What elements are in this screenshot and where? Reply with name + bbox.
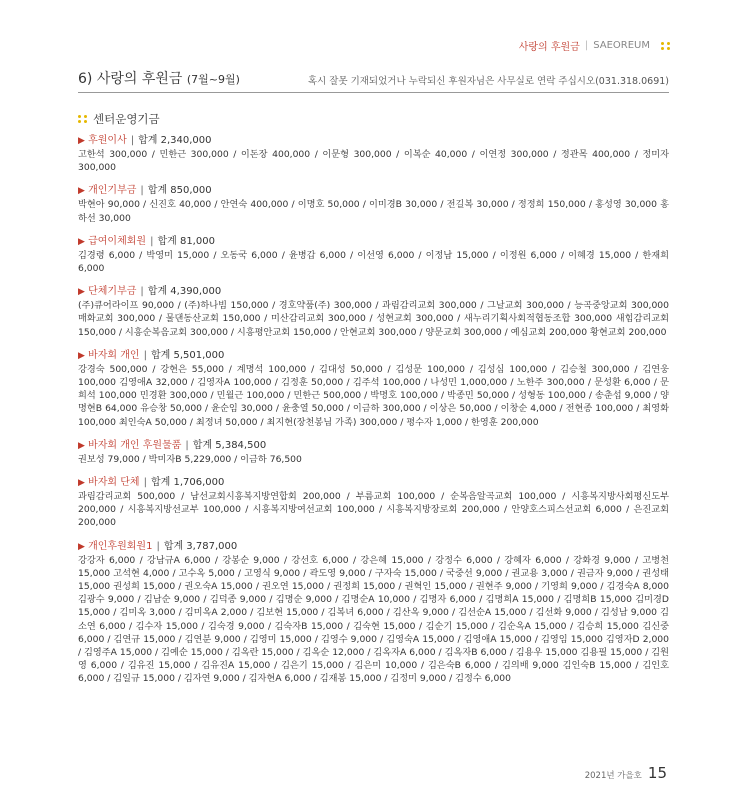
- group-total: 합계 4,390,000: [147, 286, 222, 298]
- arrow-right-icon: ▶: [78, 136, 85, 146]
- section-period: (7월~9월): [186, 73, 240, 86]
- issue-label: 2021년 가을호: [584, 771, 642, 781]
- donor-group: [78, 134, 669, 174]
- subheading-dots-icon: [78, 115, 88, 123]
- group-separator: |: [185, 439, 189, 451]
- donor-group: [78, 184, 669, 224]
- group-total: 합계 1,706,000: [150, 477, 225, 489]
- group-total: 합계 5,384,500: [192, 439, 267, 451]
- decor-dots-icon: [661, 42, 671, 50]
- header-site: SAEOREUM: [593, 40, 650, 51]
- donor-group: [78, 285, 669, 339]
- page-number: 15: [647, 764, 667, 782]
- group-separator: |: [143, 477, 147, 489]
- donor-group: [78, 439, 669, 466]
- arrow-right-icon: ▶: [78, 236, 85, 247]
- header-brand: 사랑의 후원금: [518, 42, 580, 53]
- group-total: 합계 5,501,000: [150, 349, 225, 361]
- group-total: 합계 850,000: [147, 185, 212, 197]
- group-donors: (주)큐어라이프 90,000 / (주)하나빔 150,000 / 경호약품(주) 300,000 / 과림감리교회 300,000 / 그날교회 300,000 / 능곡중앙교회 300,000 매화교회 300,000 / 물댄동산교회 150,000 / 미산감리교회 300,000 / 성현교회 300,000 / 새누리기획사회적협동조합 300,000 새힘감리교회 150,000 / 시흥순복음교회 300,000 / 시흥평안교회 150,000 / 안현교회 300,000 / 양문교회 300,000 / 예심교회 200,000 황현교회 200,000: [78, 300, 669, 338]
- arrow-right-icon: ▶: [78, 350, 85, 361]
- group-name: 바자회 개인 후원물품: [88, 439, 182, 451]
- arrow-right-icon: ▶: [78, 478, 85, 489]
- header-separator: |: [584, 40, 589, 51]
- group-name: 바자회 단체: [88, 477, 140, 489]
- donor-group: [78, 540, 669, 686]
- group-total: 합계 2,340,000: [138, 135, 212, 146]
- group-name: 단체기부금: [88, 286, 137, 298]
- section-title-text: 6) 사랑의 후원금: [78, 71, 183, 87]
- section-title: [78, 68, 240, 88]
- arrow-right-icon: ▶: [78, 287, 85, 298]
- group-separator: |: [140, 185, 144, 197]
- group-donors: 권보성 79,000 / 박미자B 5,229,000 / 이금하 76,500: [78, 453, 302, 465]
- group-donors: 강경숙 500,000 / 강현은 55,000 / 계명석 100,000 / 김대성 50,000 / 김성문 100,000 / 김성심 100,000 / 김승철 300,000 / 김연웅 100,000 김영애A 32,000 / 김영자A 100,000 / 김정훈 50,000 / 김주석 100,000 / 나성민 1,000,000 / 노한주 300,000 / 문성환 6,000 / 문희석 100,000 민경환 300,000 / 민월근 100,000 / 민한근 500,000 / 박명호 100,000 / 박종민 50,000 / 성형동 100,000 / 송춘섭 9,000 / 양명현B 64,000 유승창 50,000 / 윤순임 30,000 / 윤충열 50,000 / 이금하 300,000 / 이상은 50,000 / 이창순 4,000 / 전현종 100,000 / 최영화 100,000 최인숙A 50,000 / 최정녀 50,000 / 최지현(장천봉님 가족) 300,000 / 평수자 1,000 / 한영훈 200,000: [78, 363, 669, 428]
- group-name: 개인기부금: [88, 185, 137, 197]
- title-divider: [78, 92, 669, 93]
- group-separator: |: [150, 235, 154, 247]
- group-name: 개인후원회원1: [88, 540, 153, 552]
- group-total: 합계 3,787,000: [163, 540, 238, 552]
- group-donors: 강강자 6,000 / 강남규A 6,000 / 강봉순 9,000 / 강선호 6,000 / 강은혜 15,000 / 강정수 6,000 / 강혜자 6,000 / 강화경 9,000 / 고병천 15,000 고석현 4,000 / 고수옥 5,000 / 고영식 9,000 / 곽도영 9,000 / 구자숙 15,000 / 국중선 9,000 / 권교용 3,000 / 권금자 9,000 / 권성태 15,000 권성희 15,000 / 권오숙A 15,000 / 권오연 15,000 / 권정희 15,000 / 권혁인 15,000 / 권현주 9,000 / 기영희 9,000 / 김경숙A 8,000 김광수 9,000 / 김남순 9,000 / 김덕종 9,000 / 김명순 9,000 / 김명순A 10,000 / 김명자 6,000 / 김명희A 15,000 / 김명희B 15,000 김미경D 15,000 / 김미옥 3,000 / 김미옥A 2,000 / 김보현 15,000 / 김복녀 6,000 / 김산옥 9,000 / 김선순A 15,000 / 김선화 9,000 / 김성남 9,000 김소연 6,000 / 김수자 15,000 / 김숙경 9,000 / 김숙자B 15,000 / 김숙현 15,000 / 김순기 15,000 / 김순옥A 15,000 / 김승희 15,000 김신중 6,000 / 김연규 15,000 / 김연분 9,000 / 김영미 15,000 / 김영수 9,000 / 김영숙A 15,000 / 김영애A 15,000 / 김영임 15,000 김영자D 2,000 / 김영주A 15,000 / 김예순 15,000 / 김옥란 15,000 / 김옥순 12,000 / 김옥자A 6,000 / 김옥자B 6,000 / 김용우 15,000 김용필 15,000 / 김원영 6,000 / 김유진 15,000 / 김유진A 15,000 / 김은기 15,000 / 김은미 10,000 / 김은숙B 6,000 / 김의배 9,000 김인숙B 15,000 / 김인호 6,000 / 김일규 15,000 / 김자연 9,000 / 김자현A 6,000 / 김재봉 15,000 / 김정미 9,000 / 김정수 6,000: [78, 554, 669, 685]
- donor-group: [78, 235, 669, 275]
- group-separator: |: [143, 349, 147, 361]
- page-footer: [585, 764, 667, 782]
- group-donors: 박현아 90,000 / 신진호 40,000 / 안연숙 400,000 / 이명호 50,000 / 이미경B 30,000 / 전길복 30,000 / 정정희 150,000 / 홍성영 30,000 홍하선 30,000: [78, 199, 669, 224]
- subheading: [78, 111, 160, 127]
- donor-group: [78, 349, 669, 429]
- group-donors: 고한석 300,000 / 민한근 300,000 / 이돈장 400,000 / 이문형 300,000 / 이복순 40,000 / 이연정 300,000 / 정관목 400,000 / 정미자 300,000: [78, 149, 669, 174]
- group-donors: 과림감리교회 500,000 / 남선교회시흥복지방연합회 200,000 / 부름교회 100,000 / 순복음알곡교회 100,000 / 시흥복지방사회평신도부 200,000 / 시흥복지방선교부 100,000 / 시흥복지방여선교회 100,000 / 시흥복지방장로회 200,000 / 안양호스피스선교회 6,000 / 은진교회 200,000: [78, 491, 669, 529]
- group-separator: |: [140, 286, 144, 298]
- donor-list: [78, 134, 669, 696]
- group-name: 바자회 개인: [88, 349, 140, 361]
- contact-notice: 혹시 잘못 기재되었거나 누락되신 후원자님은 사무실로 연락 주십시오(031.318.0691): [307, 76, 669, 87]
- group-total: 합계 81,000: [157, 235, 215, 247]
- arrow-right-icon: ▶: [78, 440, 85, 451]
- group-name: 후원이사: [88, 135, 127, 146]
- group-separator: |: [156, 540, 160, 552]
- subheading-text: 센터운영기금: [93, 112, 160, 126]
- running-header: [519, 38, 671, 53]
- arrow-right-icon: ▶: [78, 541, 85, 552]
- group-separator: |: [130, 135, 135, 146]
- group-name: 급여이체회원: [88, 235, 147, 247]
- donor-group: [78, 476, 669, 530]
- group-donors: 김경령 6,000 / 박영미 15,000 / 오동국 6,000 / 윤병갑 6,000 / 이선영 6,000 / 이정남 15,000 / 이정원 6,000 / 이혜경 15,000 / 한재희 6,000: [78, 249, 669, 275]
- arrow-right-icon: ▶: [78, 186, 85, 197]
